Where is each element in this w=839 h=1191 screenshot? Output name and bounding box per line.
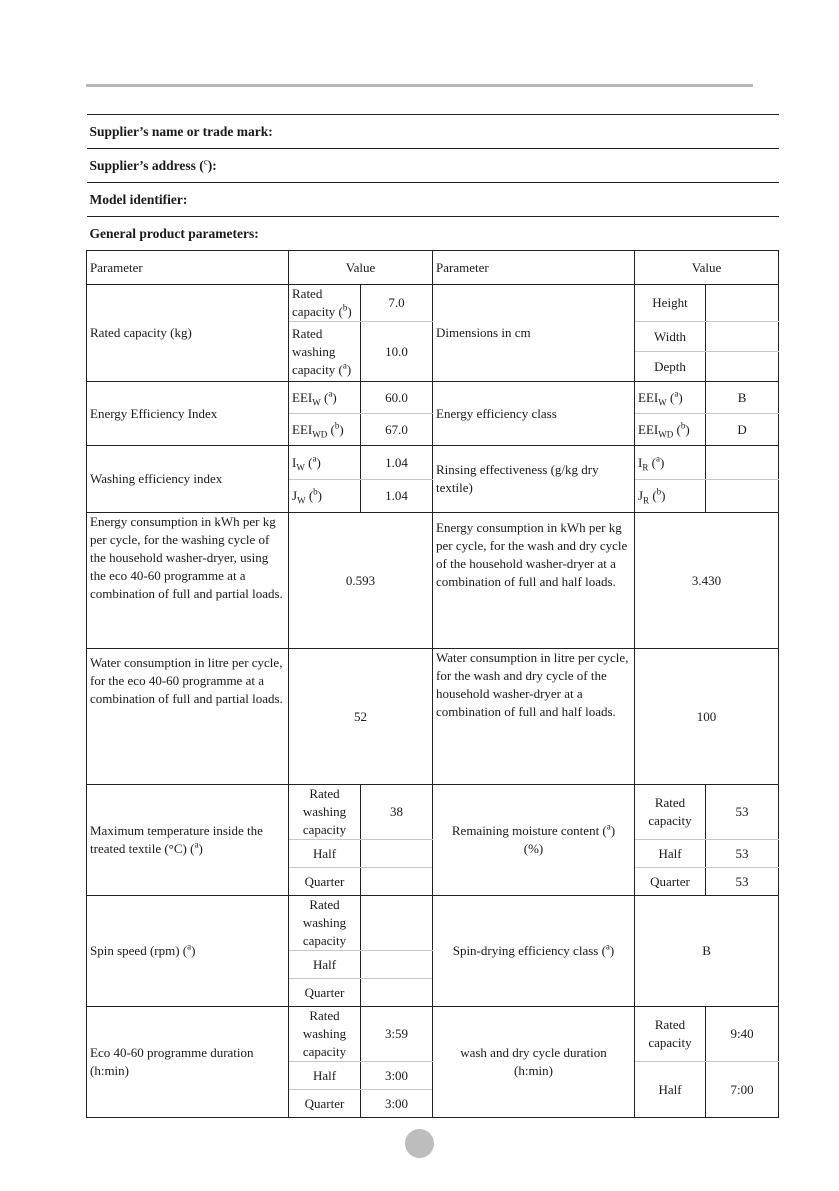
depth-value xyxy=(706,352,779,382)
max-temp-quarter: Quarter xyxy=(289,868,361,896)
eco-duration-quarter-value: 3:00 xyxy=(361,1090,433,1118)
supplier-name-label: Supplier’s name or trade mark: xyxy=(89,123,273,139)
general-parameters-label: General product parameters: xyxy=(89,225,259,241)
spin-rated: Rated washing capacity xyxy=(289,896,361,951)
max-temp-half-value xyxy=(361,840,433,868)
wd-duration-rated-value: 9:40 xyxy=(706,1007,779,1062)
washing-index-j-value: 1.04 xyxy=(361,480,433,513)
eclass-label: Energy efficiency class xyxy=(433,382,635,446)
eei-label: Energy Efficiency Index xyxy=(87,382,289,446)
spin-class-value: B xyxy=(635,896,779,1007)
water-consumption-row xyxy=(87,649,779,785)
page-number-dot xyxy=(405,1129,434,1158)
wd-duration-label: wash and dry cycle duration (h:min) xyxy=(433,1007,635,1118)
depth-label: Depth xyxy=(635,352,706,382)
eco-duration-rated-value: 3:59 xyxy=(361,1007,433,1062)
max-temp-half: Half xyxy=(289,840,361,868)
eco-duration-rated: Rated washing capacity xyxy=(289,1007,361,1062)
spin-quarter: Quarter xyxy=(289,979,361,1007)
col-parameter-2: Parameter xyxy=(433,251,635,285)
energy-dry-value: 3.430 xyxy=(635,513,779,649)
max-temp-label: Maximum temperature inside the treated textile (°C) ($^a$) xyxy=(87,785,289,896)
col-value: Value xyxy=(289,251,433,285)
rated-capacity-sub2: Rated washing capacity ($^a$) xyxy=(289,322,361,382)
height-label: Height xyxy=(635,285,706,322)
washing-index-row xyxy=(87,446,779,480)
rated-capacity-value1: 7.0 xyxy=(361,285,433,322)
energy-wash-label: Energy consumption in kWh per kg per cycle, for the washing cycle of the household washer-dryer, using the eco 40-60 programme at a combination of full and partial loads. xyxy=(87,513,289,649)
duration-row xyxy=(87,1007,779,1062)
eco-duration-half: Half xyxy=(289,1062,361,1090)
eclass-w-symbol: $EEI_W$ ($^a$) xyxy=(635,382,706,414)
eco-duration-half-value: 3:00 xyxy=(361,1062,433,1090)
eei-w-value: 60.0 xyxy=(361,382,433,414)
supplier-address-row: Supplier’s address ($^c$): xyxy=(87,149,779,183)
wd-duration-half: Half xyxy=(635,1062,706,1118)
water-wash-label: Water consumption in litre per cycle, for the eco 40-60 programme at a combination of full and partial loads. xyxy=(87,649,289,785)
eco-duration-label: Eco 40-60 programme duration (h:min) xyxy=(87,1007,289,1118)
washing-index-j-symbol: $J_W$ ($^b$) xyxy=(289,480,361,513)
moisture-quarter: Quarter xyxy=(635,868,706,896)
water-wash-value: 52 xyxy=(289,649,433,785)
rinsing-j-symbol: $J_R$ ($^b$) xyxy=(635,480,706,513)
eei-wd-value: 67.0 xyxy=(361,414,433,446)
supplier-name-row xyxy=(87,115,779,149)
spin-speed-label: Spin speed (rpm) ($^a$) xyxy=(87,896,289,1007)
spin-quarter-value xyxy=(361,979,433,1007)
product-information-sheet xyxy=(86,114,778,1118)
max-temp-quarter-value xyxy=(361,868,433,896)
height-value xyxy=(706,285,779,322)
wd-duration-rated: Rated capacity xyxy=(635,1007,706,1062)
model-identifier-label: Model identifier: xyxy=(89,191,188,207)
washing-index-label: Washing efficiency index xyxy=(87,446,289,513)
energy-consumption-row xyxy=(87,513,779,649)
max-temp-row xyxy=(87,785,779,840)
rinsing-r-value xyxy=(706,446,779,480)
moisture-half: Half xyxy=(635,840,706,868)
eei-w-symbol: $EEI_W$ ($^a$) xyxy=(289,382,361,414)
energy-wash-value: 0.593 xyxy=(289,513,433,649)
parameters-table xyxy=(86,114,779,1118)
width-label: Width xyxy=(635,322,706,352)
wd-duration-half-value: 7:00 xyxy=(706,1062,779,1118)
rated-capacity-row xyxy=(87,285,779,322)
col-value-2: Value xyxy=(635,251,779,285)
moisture-quarter-value: 53 xyxy=(706,868,779,896)
supplier-address-label: Supplier’s address ( xyxy=(89,157,204,173)
width-value xyxy=(706,322,779,352)
moisture-rated-value: 53 xyxy=(706,785,779,840)
rated-capacity-label: Rated capacity (kg) xyxy=(87,285,289,382)
rinsing-r-symbol: $I_R$ ($^a$) xyxy=(635,446,706,480)
moisture-half-value: 53 xyxy=(706,840,779,868)
eei-row xyxy=(87,382,779,414)
water-dry-value: 100 xyxy=(635,649,779,785)
water-dry-label: Water consumption in litre per cycle, for the wash and dry cycle of the household washer-dryer at a combination of full and half loads. xyxy=(433,649,635,785)
washing-index-w-value: 1.04 xyxy=(361,446,433,480)
spin-class-label: Spin-drying efficiency class ($^a$) xyxy=(433,896,635,1007)
spin-half: Half xyxy=(289,951,361,979)
moisture-label: Remaining moisture content ($^a$) (%) xyxy=(433,785,635,896)
general-parameters-row xyxy=(87,217,779,251)
col-parameter: Parameter xyxy=(87,251,289,285)
moisture-rated: Rated capacity xyxy=(635,785,706,840)
eclass-w-value: B xyxy=(706,382,779,414)
eclass-wd-symbol: $EEI_{WD}$ ($^b$) xyxy=(635,414,706,446)
dimensions-label: Dimensions in cm xyxy=(433,285,635,382)
top-rule xyxy=(86,84,753,87)
rated-capacity-sub1: Rated capacity ($^b$) xyxy=(289,285,361,322)
energy-dry-label: Energy consumption in kWh per kg per cycle, for the wash and dry cycle of the household washer-dryer at a combination of full and half loads. xyxy=(433,513,635,649)
eei-wd-symbol: $EEI_{WD}$ ($^b$) xyxy=(289,414,361,446)
spin-half-value xyxy=(361,951,433,979)
model-identifier-row xyxy=(87,183,779,217)
column-header-row xyxy=(87,251,779,285)
rinsing-j-value xyxy=(706,480,779,513)
max-temp-rated: Rated washing capacity xyxy=(289,785,361,840)
rinsing-label: Rinsing effectiveness (g/kg dry textile) xyxy=(433,446,635,513)
spin-rated-value xyxy=(361,896,433,951)
eco-duration-quarter: Quarter xyxy=(289,1090,361,1118)
rated-capacity-value2: 10.0 xyxy=(361,322,433,382)
max-temp-rated-value: 38 xyxy=(361,785,433,840)
spin-speed-row xyxy=(87,896,779,951)
washing-index-w-symbol: $I_W$ ($^a$) xyxy=(289,446,361,480)
eclass-wd-value: D xyxy=(706,414,779,446)
